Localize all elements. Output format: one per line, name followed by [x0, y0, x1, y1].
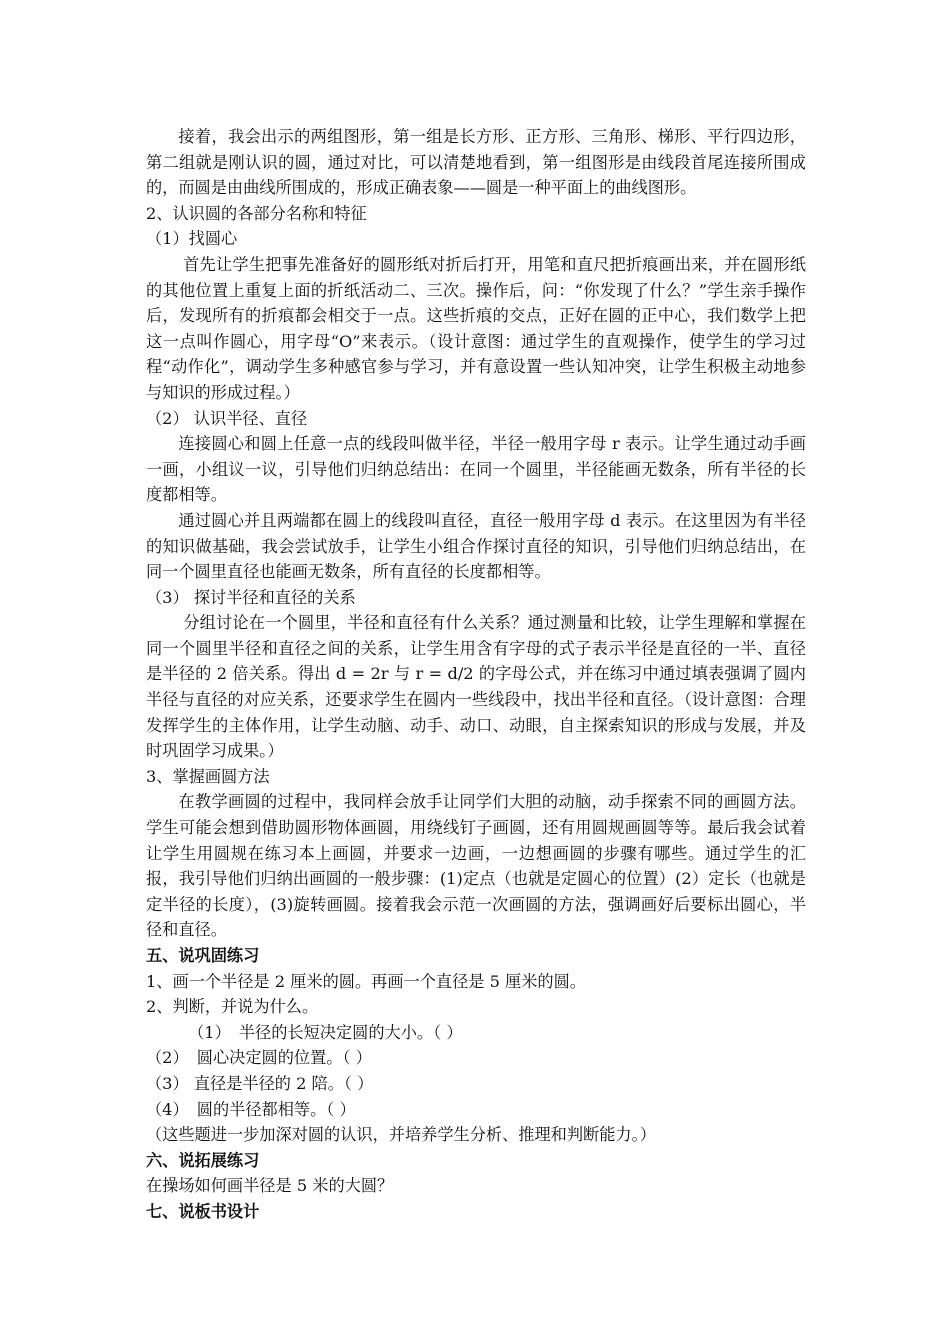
paragraph-diameter: 通过圆心并且两端都在圆上的线段叫直径，直径一般用字母 d 表示。在这里因为有半径的知识做基础，我会尝试放手，让学生小组合作探讨直径的知识，引导他们归纳总结出，在同一个圆里直径也能画无数条，所有直径的长度都相等。	[146, 510, 806, 582]
subheading-find-center: （1）找圆心	[146, 229, 238, 249]
section-heading-consolidation: 五、说巩固练习	[146, 946, 260, 965]
paragraph-shape-comparison: 接着，我会出示的两组图形，第一组是长方形、正方形、三角形、梯形、平行四边形，第二组就是刚认识的圆，通过对比，可以清楚地看到，第一组图形是由线段首尾连接所围成的，而圆是由曲线所围成的，形成正确表象——圆是一种平面上的曲线图形。	[146, 127, 806, 198]
subheading-radius-diameter: （2） 认识半径、直径	[146, 408, 308, 428]
judgment-item-2: （2） 圆心决定圆的位置。（ ）	[146, 1048, 372, 1068]
extension-question: 在操场如何画半径是 5 米的大圆？	[146, 1176, 394, 1196]
judgment-item-1: （1） 半径的长短决定圆的大小。（ ）	[188, 1022, 463, 1042]
exercise-item-2: 2、判断，并说为什么。	[146, 997, 319, 1017]
paragraph-radius: 连接圆心和圆上任意一点的线段叫做半径，半径一般用字母 r 表示。让学生通过动手画一画，小组议一议，引导他们归纳总结出：在同一个圆里，半径能画无数条，所有半径的长度都相等。	[146, 434, 806, 505]
judgment-item-3: （3） 直径是半径的 2 陪。（ ）	[146, 1073, 374, 1093]
judgment-item-4: （4） 圆的半径都相等。（ ）	[146, 1099, 356, 1119]
paragraph-drawing-method: 在教学画圆的过程中，我同样会放手让同学们大胆的动脑，动手探索不同的画圆方法。学生可能会想到借助圆形物体画圆，用绕线钉子画圆，还有用圆规画圆等等。最后我会试着让学生用圆规在练习本上画圆，并要求一边画，一边想画圆的步骤有哪些。通过学生的汇报，我引导他们归纳出画圆的一般步骤：(1)定点（也就是定圆心的位置）(2）定长（也就是定半径的长度），(3)旋转画圆。接着我会示范一次画圆的方法，强调画好后要标出圆心，半径和直径。	[146, 792, 806, 940]
paragraph-find-center: 首先让学生把事先准备好的圆形纸对折后打开，用笔和直尺把折痕画出来，并在圆形纸的其他位置上重复上面的折纸活动二、三次。操作后，问：“你发现了什么？”学生亲手操作后，发现所有的折痕都会相交于一点。这些折痕的交点，正好在圆的正中心，我们数学上把这一点叫作圆心，用字母“O”来表示。（设计意图：通过学生的直观操作，使学生的学习过程“动作化”，调动学生多种感官参与学习，并有意设置一些认知冲突，让学生积极主动地参与知识的形成过程。）	[146, 254, 806, 402]
section-heading-drawing-method: 3、掌握画圆方法	[146, 766, 270, 786]
section-heading-board-design: 七、说板书设计	[146, 1201, 260, 1221]
section-heading-extension: 六、说拓展练习	[146, 1150, 260, 1170]
subheading-relationship: （3） 探讨半径和直径的关系	[146, 587, 356, 607]
paragraph-relationship: 分组讨论在一个圆里，半径和直径有什么关系？通过测量和比较，让学生理解和掌握在同一个圆里半径和直径之间的关系，让学生用含有字母的式子表示半径是直径的一半、直径是半径的 2 倍关系。得出 d = 2r 与 r = d/2 的字母公式，并在练习中通过填表强调了圆内半径与直径的对应关系，还要求学生在圆内一些线段中，找出半径和直径。（设计意图：合理发挥学生的主体作用，让学生动脑、动手、动口、动眼，自主探索知识的形成与发展，并及时巩固学习成果。）	[146, 613, 806, 761]
section-heading-circle-parts: 2、认识圆的各部分名称和特征	[146, 203, 367, 223]
exercise-item-1: 1、画一个半径是 2 厘米的圆。再画一个直径是 5 厘米的圆。	[146, 971, 586, 991]
document-body	[146, 124, 806, 1225]
exercise-note: （这些题进一步加深对圆的认识，并培养学生分析、推理和判断能力。）	[146, 1125, 656, 1145]
